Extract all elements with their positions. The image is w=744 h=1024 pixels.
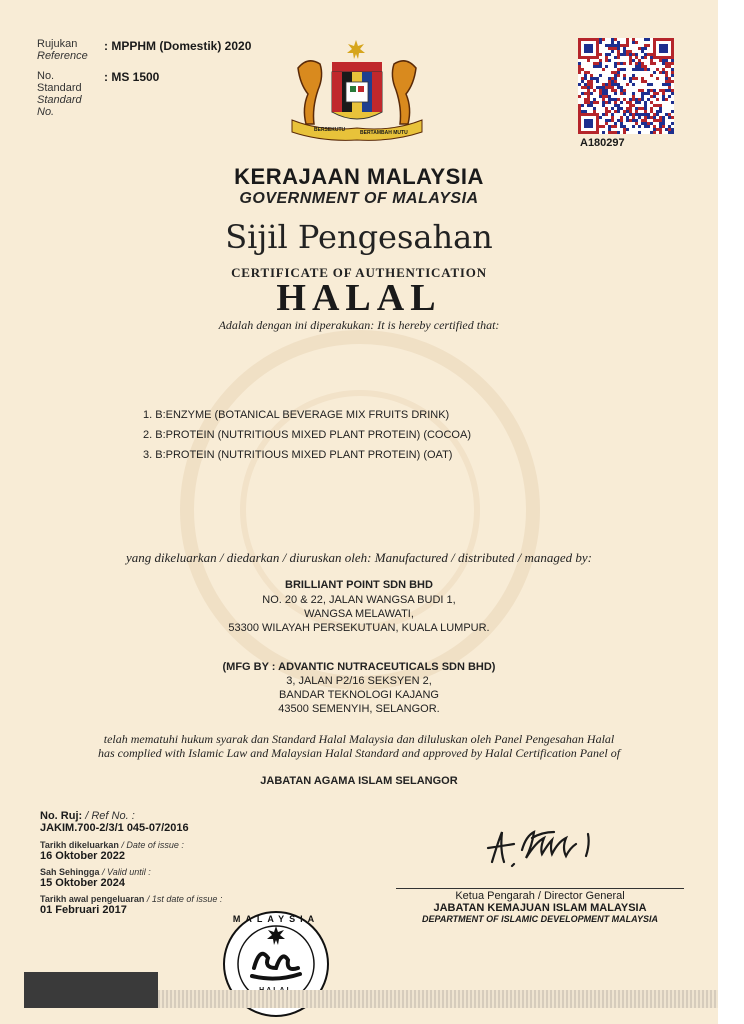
- issue-date-label-en: / Date of issue :: [121, 840, 184, 850]
- valid-until-value: 15 Oktober 2024: [40, 877, 125, 889]
- certify-line: Adalah dengan ini diperakukan: It is hereby certified that:: [218, 318, 500, 332]
- signatory-dept-en: DEPARTMENT OF ISLAMIC DEVELOPMENT MALAYSIA: [421, 914, 658, 924]
- signature-line: [396, 888, 684, 889]
- issue-date-label: Tarikh dikeluarkan: [40, 840, 119, 850]
- signatory-block: [396, 890, 684, 924]
- first-issue-label-en: / 1st date of issue :: [146, 894, 223, 904]
- certificate-title-en: CERTIFICATE OF AUTHENTICATION: [231, 265, 487, 280]
- standard-value: : MS 1500: [104, 70, 160, 84]
- company-name: BRILLIANT POINT SDN BHD: [285, 579, 433, 591]
- ref-no-label: No. Ruj:: [40, 810, 83, 822]
- issue-date-value: 16 Oktober 2022: [40, 850, 125, 862]
- valid-until-label: Sah Sehingga: [40, 867, 100, 877]
- motto-right-text: BERTAMBAH MUTU: [360, 130, 408, 136]
- bottom-dark-bar: [24, 972, 158, 1008]
- signatory-dept-ms: JABATAN KEMAJUAN ISLAM MALAYSIA: [433, 902, 647, 914]
- qr-code: [578, 38, 674, 134]
- certification-panel: JABATAN AGAMA ISLAM SELANGOR: [260, 775, 458, 787]
- director-signature: [482, 820, 612, 880]
- certificate-title-ms: Sijil Pengesahan: [225, 218, 493, 256]
- manufacturer-address-1: 3, JALAN P2/16 SEKSYEN 2,: [286, 675, 432, 687]
- reference-label: Rujukan Reference: [37, 38, 88, 62]
- halal-logo-ring-text: MALAYSIA: [232, 914, 320, 924]
- standard-label: No. Standard Standard No.: [37, 70, 82, 118]
- compliance-line-en: has complied with Islamic Law and Malaysian Halal Standard and approved by Halal Certification Panel of: [97, 746, 621, 760]
- valid-until-label-en: / Valid until :: [102, 867, 151, 877]
- serial-number: A180297: [580, 137, 625, 149]
- company-address-3: 53300 WILAYAH PERSEKUTUAN, KUALA LUMPUR.: [228, 622, 490, 634]
- motto-left-text: BERSEKUTU: [314, 127, 346, 133]
- manufacturer-address-3: 43500 SEMENYIH, SELANGOR.: [278, 703, 440, 715]
- manufacturer-name: (MFG BY : ADVANTIC NUTRACEUTICALS SDN BHD): [222, 661, 496, 673]
- reference-value: : MPPHM (Domestik) 2020: [104, 39, 252, 53]
- product-list: [143, 405, 471, 465]
- manufacturer-address-2: BANDAR TEKNOLOGI KAJANG: [279, 689, 439, 701]
- product-item: 2. B:PROTEIN (NUTRITIOUS MIXED PLANT PROTEIN) (COCOA): [143, 429, 471, 441]
- government-title-en: GOVERNMENT OF MALAYSIA: [239, 190, 479, 207]
- first-issue-value: 01 Februari 2017: [40, 904, 127, 916]
- product-item: 3. B:PROTEIN (NUTRITIOUS MIXED PLANT PROTEIN) (OAT): [143, 449, 453, 461]
- company-address-1: NO. 20 & 22, JALAN WANGSA BUDI 1,: [262, 594, 456, 606]
- compliance-line-ms: telah mematuhi hukum syarak dan Standard Halal Malaysia dan diluluskan oleh Panel Pengesahan Halal: [103, 732, 615, 746]
- halal-title: HALAL: [276, 277, 442, 319]
- product-item: 1. B:ENZYME (BOTANICAL BEVERAGE MIX FRUITS DRINK): [143, 409, 450, 421]
- company-address-2: WANGSA MELAWATI,: [304, 608, 414, 620]
- ref-no-value: JAKIM.700-2/3/1 045-07/2016: [40, 822, 189, 834]
- manufactured-by-line: yang dikeluarkan / diedarkan / diuruskan oleh: Manufactured / distributed / managed by:: [126, 550, 592, 565]
- signatory-title: Ketua Pengarah / Director General: [455, 890, 625, 902]
- government-title-ms: KERAJAAN MALAYSIA: [234, 164, 484, 189]
- reference-details: [40, 810, 222, 916]
- coat-of-arms-emblem: [290, 38, 424, 142]
- ref-no-label-en: / Ref No. :: [85, 810, 135, 822]
- first-issue-label: Tarikh awal pengeluaran: [40, 894, 145, 904]
- bottom-security-strip: [158, 990, 718, 1008]
